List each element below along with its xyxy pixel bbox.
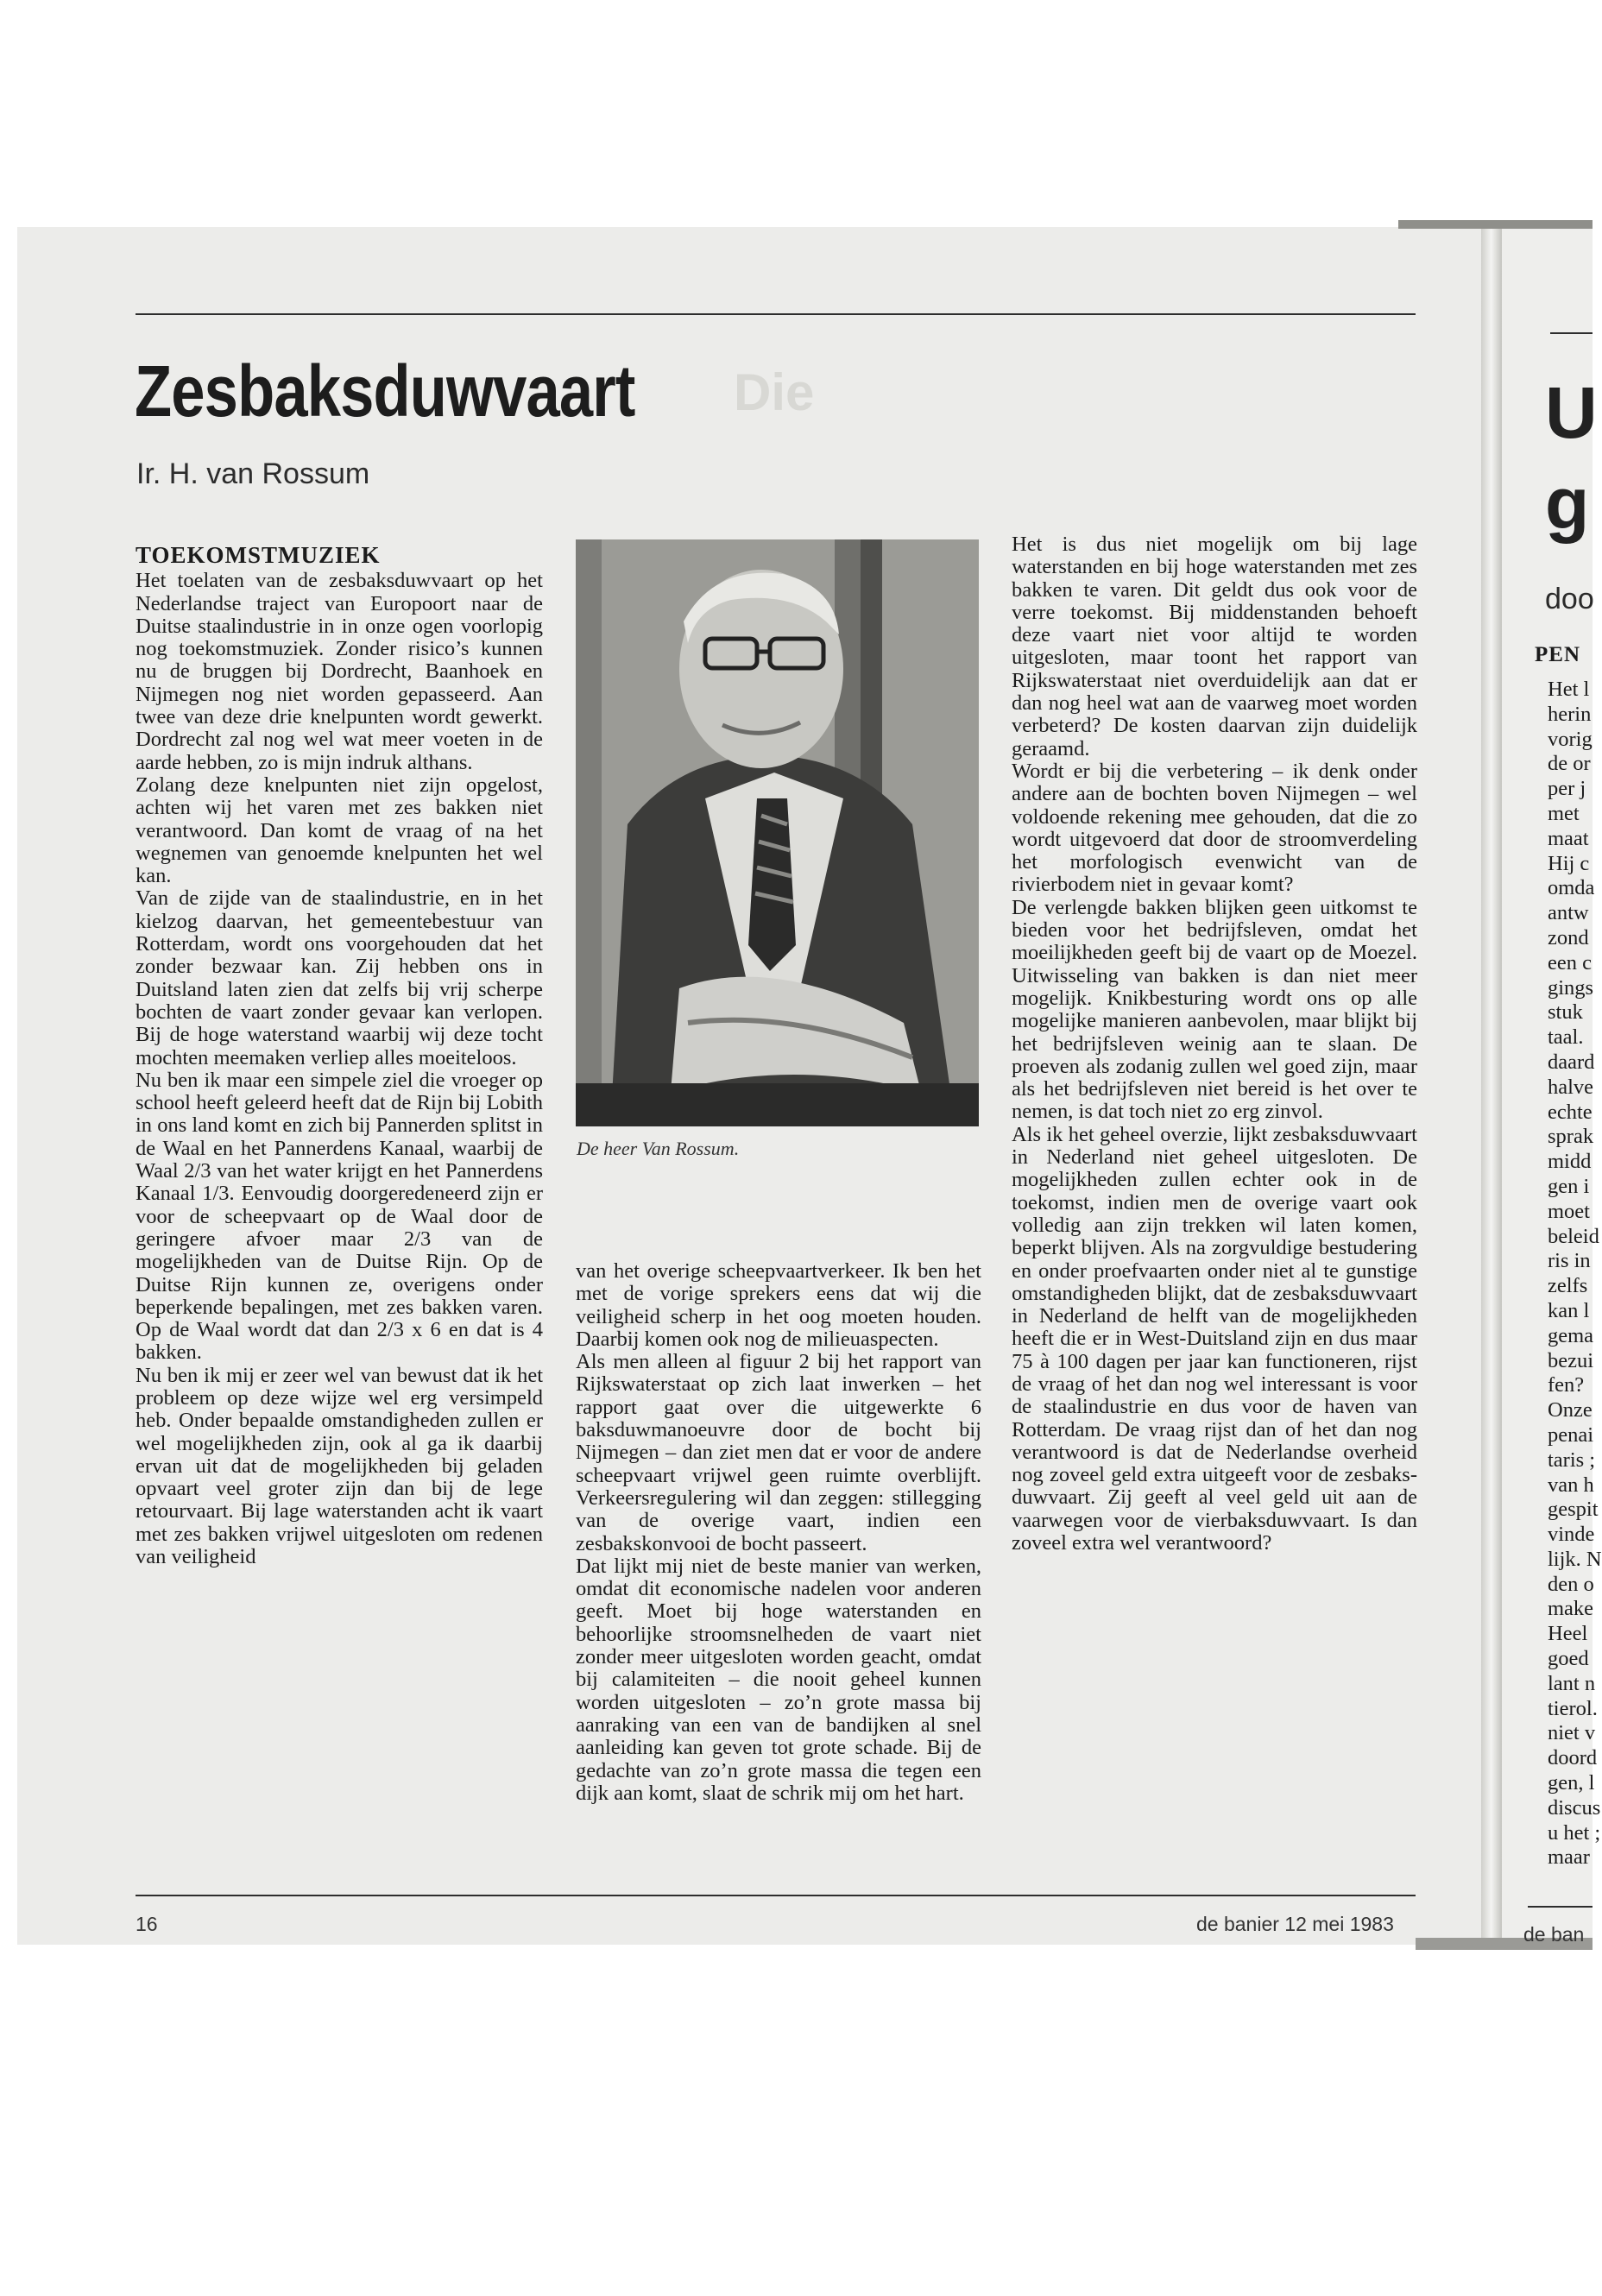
next-page-title-line1: U	[1545, 372, 1598, 453]
next-page-line: Onze	[1548, 1398, 1593, 1422]
next-page-line: fen?	[1548, 1373, 1585, 1397]
next-page-line: goed	[1548, 1647, 1589, 1671]
next-page-line: gespit	[1548, 1498, 1599, 1522]
paragraph: Van de zijde van de staalindustrie, en in het kielzog daarvan, het gemeentebestuur van Rotterdam, wordt ons voorgehouden dat het zonder bezwaar kan. Zij hebben ons in Duitsland laten zien dat zelfs bij vrij scherpe bochten de vaart zonder gevaar kan verlopen. Bij de hoge waterstand waarbij wij deze tocht mochten meemaken verliep alles moeiteloos.	[136, 886, 543, 1069]
next-page-line: midd	[1548, 1150, 1592, 1174]
paragraph: Als men alleen al figuur 2 bij het rapport van Rijkswaterstaat op zich laat inwerken – het rapport gaat over die uitgewerkte 6 baksduwmanoeuvre door de bocht bij Nijmegen – dan ziet men dat er voor de andere scheepvaart vrijwel geen ruimte overblijft. Verkeersregulering wil dan zeggen: stillegging van de overige vaart, indien een zesbakskonvooi de bocht passeert.	[576, 1350, 981, 1555]
next-page-line: discus	[1548, 1795, 1601, 1820]
next-page-line: zelfs	[1548, 1274, 1588, 1298]
next-page-line: bezui	[1548, 1348, 1594, 1372]
next-page-line: een c	[1548, 950, 1592, 975]
next-page-line: taris ;	[1548, 1448, 1596, 1472]
article-author: Ir. H. van Rossum	[136, 457, 370, 490]
next-page-line: stuk	[1548, 1000, 1583, 1025]
next-page-line: lant n	[1548, 1671, 1596, 1695]
page-gutter	[1481, 220, 1504, 1946]
paragraph: Het toelaten van de zesbaksduwvaart op het Nederlandse traject van Europoort naar de Duitse staalindustrie in in onze ogen voorlopig nog toekomstmuziek. Zonder risico’s kunnen nu de bruggen bij Dordrecht, Baanhoek en Nijmegen nog niet worden gepasseerd. Aan twee van deze drie knelpunten wordt gewerkt. Dordrecht zal nog wel wat meer voeten in de aarde hebben, zo is mijn indruk althans.	[136, 569, 543, 774]
page-number: 16	[136, 1913, 158, 1935]
next-page-line: niet v	[1548, 1721, 1596, 1745]
next-page-line: u het ;	[1548, 1820, 1601, 1845]
next-page-line: gen i	[1548, 1174, 1590, 1198]
next-page-line: gema	[1548, 1323, 1594, 1347]
portrait-photo	[576, 539, 979, 1126]
next-page-line: maat	[1548, 826, 1589, 850]
paragraph: De verlengde bakken blijken geen uitkomst te bieden voor het bedrijfsleven, omdat het moeilijkheden geeft bij de vaart op de Moezel. Uitwisseling van bakken is dan niet meer mogelijk. Knikbesturing wordt ons op alle mogelijke manieren aanbevolen, maar blijkt bij het bedrijfsleven weinig aan te slaan. De proeven als zodanig zullen wel goed zijn, maar als het bedrijfsleven niet bereid is het over te nemen, is dat toch niet zo erg zinvol.	[1012, 895, 1417, 1124]
paragraph: Nu ben ik mij er zeer wel van bewust dat ik het probleem op deze wijze wel erg versimpeld heb. Onder bepaalde omstandigheden zullen er wel mogelijkheden zijn, ook al ga ik daarbij ervan uit dat de mogelijkheden bij geladen opvaart veel groter zijn dan bij de lege retourvaart. Bij lage waterstanden acht ik vaart met zes bakken vrijwel uitgesloten om redenen van veiligheid	[136, 1363, 543, 1569]
top-rule	[136, 313, 1416, 315]
next-page-line: doord	[1548, 1746, 1598, 1770]
next-page-line: echte	[1548, 1100, 1593, 1124]
publication-footer: de banier 12 mei 1983	[1196, 1913, 1394, 1935]
next-page-line: van h	[1548, 1473, 1594, 1497]
paragraph: Als ik het geheel overzie, lijkt zesbaksduwvaart in Nederland niet geheel uitgesloten. De mogelijkheden zullen echter ook in de toekomst, indien men de overige vaart ook volledig aan zijn trekken wil laten komen, beperkt blijven. Als na zorgvuldige bestudering en onder proefvaarten onder niet al te gunstige omstandigheden blijkt, dat de zesbaksduwvaart in Nederland de helft van de mogelijkheden heeft die er in West-Duitsland zijn en dus maar 75 à 100 dagen per jaar kan functioneren, rijst de vraag of het dan nog wel interessant is voor de staalindustrie en dus voor de haven van Rotterdam. De vraag rijst dan of het dan nog verantwoord is dat de Nederlandse overheid nog zoveel geld extra uitgeeft voor de zesbaks-duwvaart. Zij geeft al veel geld uit aan de vaarwegen voor de vierbaksduwvaart. Is dan zoveel extra wel verantwoord?	[1012, 1122, 1417, 1555]
next-page-line: vorig	[1548, 727, 1593, 751]
next-page-line: herin	[1548, 702, 1592, 726]
next-page-line: met	[1548, 801, 1580, 825]
next-page-line: de or	[1548, 752, 1591, 776]
next-page-line: vinde	[1548, 1523, 1595, 1547]
bottom-rule	[136, 1895, 1416, 1896]
next-page-line: antw	[1548, 901, 1589, 925]
paragraph: Zolang deze knelpunten niet zijn opgelost, achten wij het varen met zes bakken niet verantwoord. Dan komt de vraag of na het wegnemen van genoemde knelpunten het wel kan.	[136, 773, 543, 888]
next-page-text	[1548, 678, 1602, 1870]
show-through-text: Die	[734, 363, 815, 421]
next-page-line: make	[1548, 1597, 1594, 1621]
next-page-line: beleid	[1548, 1224, 1599, 1248]
next-page-line: per j	[1548, 777, 1586, 801]
next-page-line: omda	[1548, 876, 1595, 900]
paragraph: Het is dus niet mogelijk om bij lage waterstanden en bij hoge waterstanden met zes bakken te varen. Dit geldt dus ook voor de verre toekomst. Bij middenstanden behoeft deze vaart niet voor altijd te worden uitgesloten, maar toont het rapport van Rijkswaterstaat niet overduidelijk aan dat er dan nog heel wat aan de vaarweg moet worden verbeterd? De kosten daarvan zijn duidelijk geraamd.	[1012, 533, 1417, 760]
next-page-byline: doo	[1545, 583, 1594, 615]
paragraph: van het overige scheepvaartverkeer. Ik ben het met de vorige sprekers eens dat wij die veiligheid scherp in het oog moeten houden. Daarbij komen ook nog de milieuaspecten.	[576, 1259, 981, 1351]
next-page-line: tierol.	[1548, 1696, 1598, 1720]
next-page-heading: PEN	[1535, 643, 1580, 666]
next-page-line: daard	[1548, 1050, 1595, 1074]
next-page-line: Hij c	[1548, 851, 1590, 875]
next-page-top-rule	[1550, 332, 1593, 334]
next-page-line: gen, l	[1548, 1771, 1595, 1795]
next-page-line: kan l	[1548, 1298, 1590, 1322]
article-title: Zesbaksduwvaart	[135, 350, 635, 432]
next-page-line: ris in	[1548, 1249, 1591, 1273]
next-page-line: zond	[1548, 925, 1589, 949]
next-page-line: moet	[1548, 1199, 1590, 1223]
section-heading: TOEKOMSTMUZIEK	[136, 542, 381, 568]
next-page-line: sprak	[1548, 1125, 1594, 1149]
next-page-bottom-rule	[1528, 1906, 1593, 1908]
next-page-line: lijk. N	[1548, 1547, 1602, 1571]
binding-top	[1398, 220, 1593, 229]
photo-caption: De heer Van Rossum.	[577, 1138, 740, 1159]
column-3	[1012, 533, 1417, 1555]
paragraph: Nu ben ik maar een simpele ziel die vroeger op school heeft geleerd heeft dat de Rijn bij Lobith in ons land komt en zich bij Pannerden splitst in de Waal en het Pannerdens Kanaal, waarbij de Waal 2/3 van het water krijgt en het Pannerdens Kanaal 1/3. Eenvoudig doorgeredeneerd zijn er voor de scheepvaart op de Waal door de geringere afvoer maar 2/3 van de mogelijkheden van de Duitse Rijn. Op de Duitse Rijn kunnen ze, overigens onder beperkende bepalingen, met zes bakken varen. Op de Waal wordt dat dan 2/3 x 6 en dat is 4 bakken.	[136, 1068, 543, 1365]
next-page-line: halve	[1548, 1075, 1594, 1099]
next-page-line: Heel	[1548, 1622, 1588, 1646]
next-page-line: maar	[1548, 1845, 1590, 1870]
column-2	[576, 1260, 981, 1805]
next-page-line: gings	[1548, 975, 1594, 1000]
next-page-footer: de ban	[1523, 1923, 1585, 1946]
column-1	[136, 544, 543, 1568]
paragraph: Wordt er bij die verbetering – ik denk onder andere aan de bochten boven Nijmegen – wel voldoende rekening mee gehouden, dat die zo wordt uitgevoerd dat door de stroomverdeling het morfologisch evenwicht van de rivierbodem niet in gevaar komt?	[1012, 759, 1417, 897]
next-page-line: taal.	[1548, 1025, 1584, 1050]
next-page-line: Het l	[1548, 678, 1590, 701]
paragraph: Dat lijkt mij niet de beste manier van werken, omdat dit economische nadelen voor anderen geeft. Moet bij hoge waterstanden en behoorlijke stroomsnelheden de vaart niet zonder meer uitgesloten worden geacht, omdat bij calamiteiten – die nooit geheel kunnen worden uitgesloten – zo’n grote massa bij aanraking van een van de bandijken al snel aanleiding kan geven tot grote schade. Bij de gedachte van zo’n grote massa die tegen een dijk aan komt, slaat de schrik mij om het hart.	[576, 1554, 981, 1805]
next-page-title-line2: g	[1545, 463, 1590, 544]
next-page-line: penai	[1548, 1422, 1594, 1447]
next-page-line: den o	[1548, 1572, 1594, 1596]
portrait-illustration	[576, 539, 979, 1126]
